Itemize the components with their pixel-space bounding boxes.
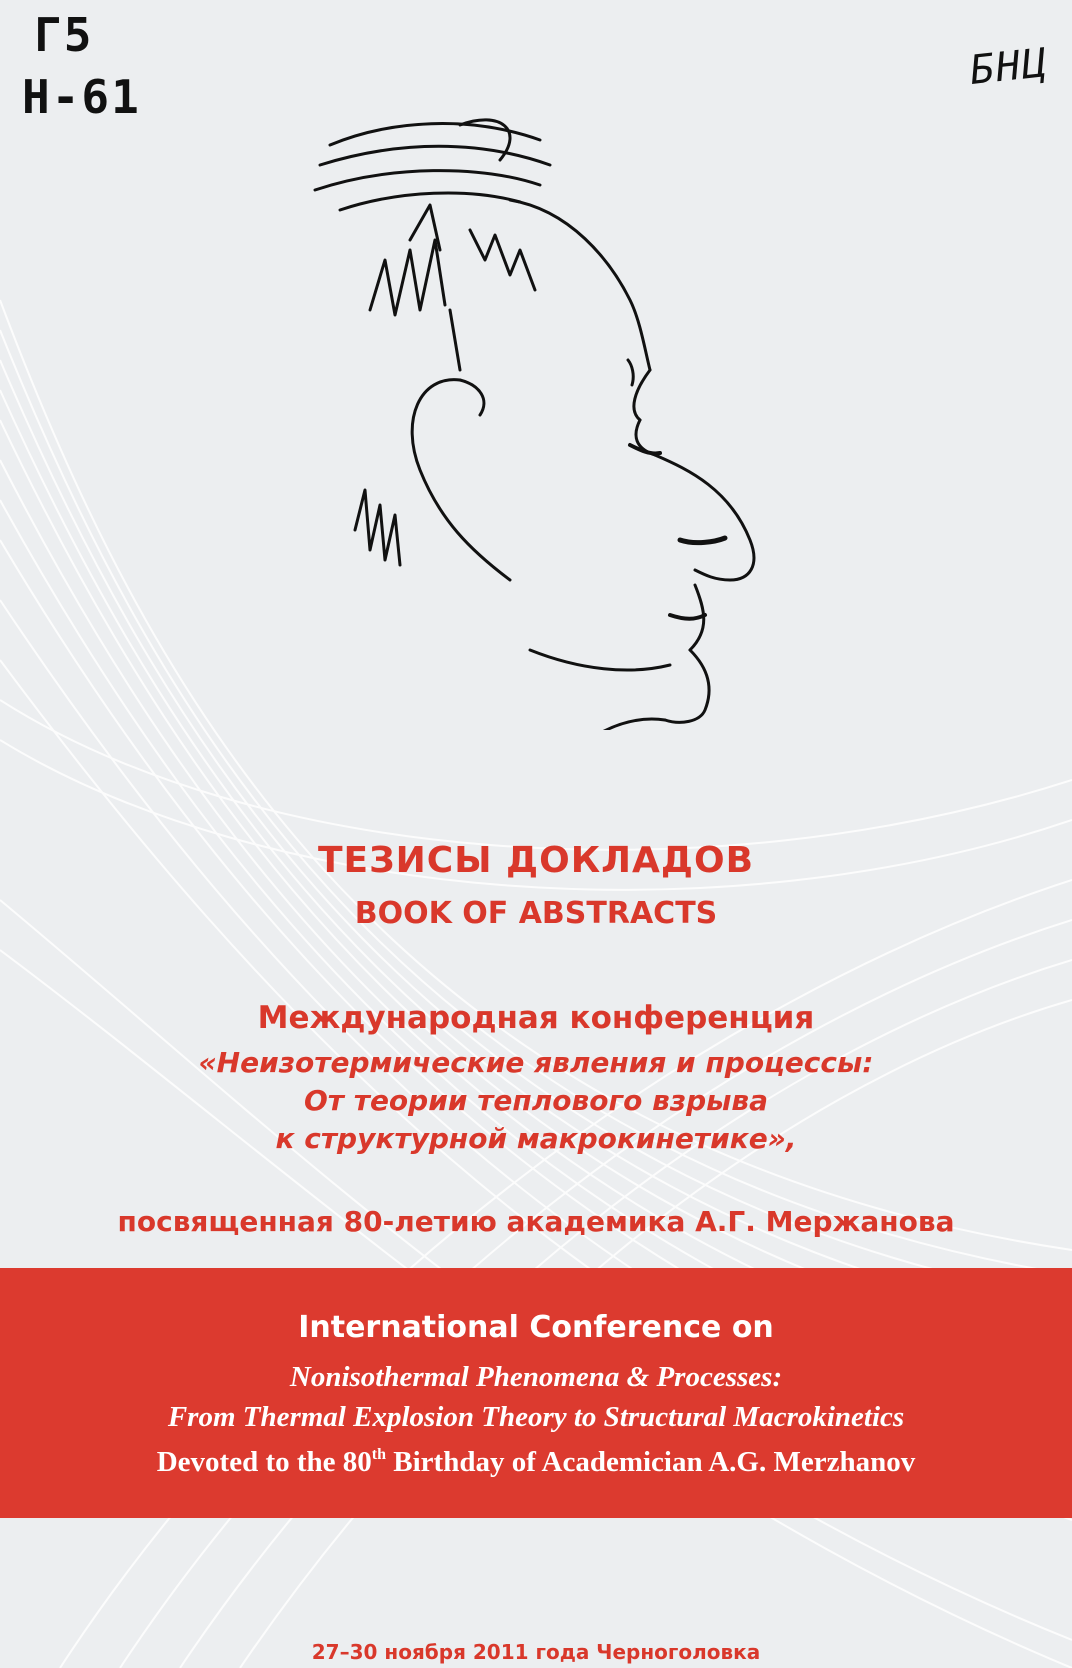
devoted-en bbox=[0, 1446, 1072, 1479]
topic-ru-line3: к структурной макрокинетике», bbox=[275, 1122, 797, 1155]
date-location: 27–30 ноября 2011 года Черноголовка bbox=[311, 1640, 761, 1664]
topic-ru-line1: «Неизотермические явления и процессы: bbox=[198, 1046, 874, 1079]
english-title-band bbox=[0, 1268, 1072, 1518]
corner-note: БНЦ bbox=[967, 40, 1051, 94]
conference-ru: Международная конференция bbox=[257, 1000, 815, 1036]
devoted-en-superscript: th bbox=[371, 1446, 387, 1463]
title-ru: ТЕЗИСЫ ДОКЛАДОВ bbox=[317, 840, 755, 881]
devoted-en-prefix: Devoted to the 80 bbox=[156, 1446, 372, 1478]
devoted-ru: посвященная 80-летию академика А.Г. Мержанова bbox=[117, 1205, 955, 1238]
topic-en-line1: Nonisothermal Phenomena & Processes: bbox=[289, 1361, 783, 1393]
shelf-mark-line1: Г5 bbox=[34, 8, 94, 62]
topic-ru-line2: От теории теплового взрыва bbox=[303, 1084, 769, 1117]
conference-en: International Conference on bbox=[298, 1310, 774, 1345]
devoted-en-suffix: Birthday of Academician A.G. Merzhanov bbox=[386, 1446, 916, 1478]
topic-en-line2: From Thermal Explosion Theory to Structural Macrokinetics bbox=[167, 1401, 905, 1433]
shelf-mark-line2: Н-61 bbox=[22, 70, 141, 124]
title-en: BOOK OF ABSTRACTS bbox=[354, 896, 718, 931]
portrait-sketch-icon bbox=[310, 110, 810, 730]
